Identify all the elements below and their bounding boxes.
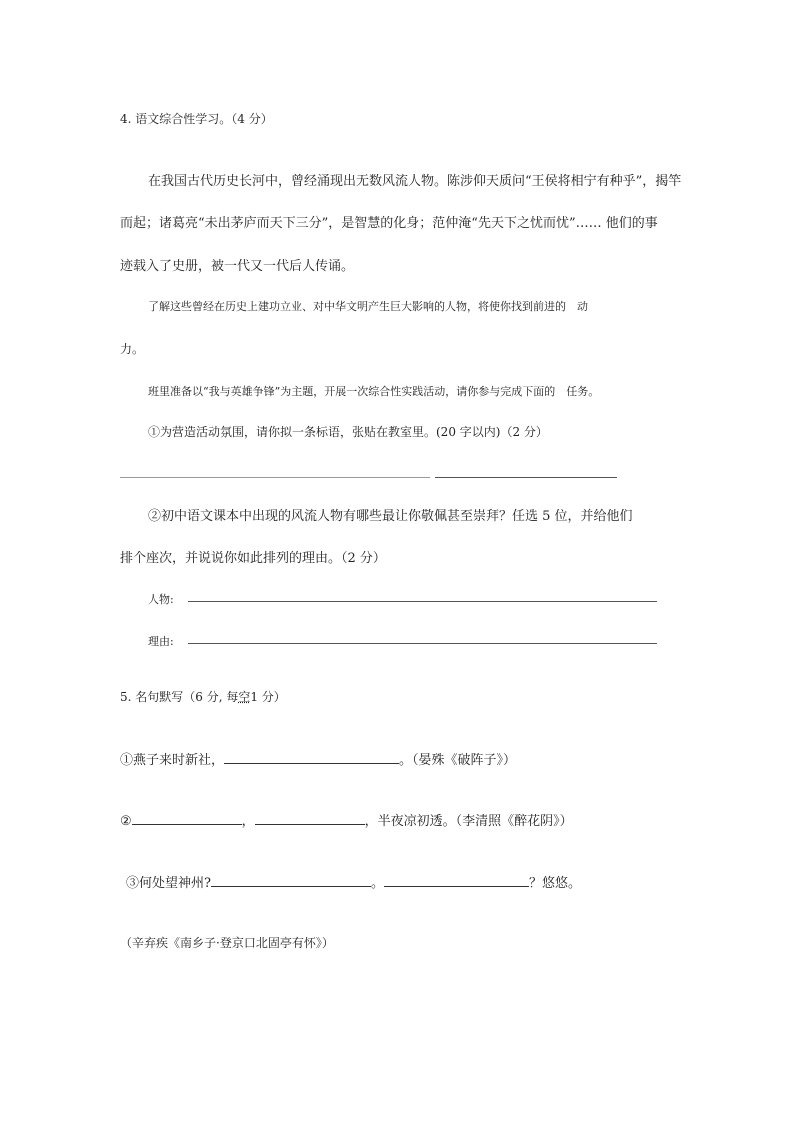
- q5-item3-period: 。: [370, 876, 384, 891]
- blank-5[interactable]: [384, 874, 529, 887]
- blank-1[interactable]: [224, 751, 399, 764]
- blank-4[interactable]: [211, 874, 371, 887]
- q4-para1-line2: 而起；诸葛亮“未出茅庐而天下三分”，是智慧的化身；范仲淹“先天下之忧而忧”…… 他们的事: [120, 216, 658, 231]
- label-reason: 理由:: [148, 635, 174, 648]
- label-person: 人物:: [148, 593, 174, 606]
- q5-title-pre: 5. 名句默写（6 分, 每: [120, 690, 239, 704]
- q5-title: [120, 688, 286, 705]
- q4-title: 4. 语文综合性学习。（4 分）: [120, 112, 273, 126]
- q5-item1: [120, 749, 516, 768]
- q4-sub2-line2: 排个座次，并说说你如此排列的理由。（2 分）: [120, 551, 386, 566]
- q5-item3-text: ③何处望神州?: [126, 876, 211, 891]
- answer-line-person[interactable]: [188, 601, 657, 602]
- blank-3[interactable]: [255, 812, 365, 825]
- q5-item2-source: ，半夜凉初透。（李清照《醉花阴》）: [364, 814, 573, 829]
- q5-item2-comma: ，: [241, 814, 255, 829]
- q4-para2-line2: 力。: [120, 342, 145, 356]
- q4-para1-line1: 在我国古代历史长河中，曾经涌现出无数风流人物。陈涉仰天质问“王侯将相宁有种乎”，揭竿: [148, 174, 682, 189]
- q5-item2: [120, 810, 573, 829]
- q5-item2-num: ②: [120, 814, 132, 829]
- answer-line-slogan-left: [120, 477, 430, 478]
- q5-item3-end: ？悠悠。: [529, 876, 582, 891]
- q5-item1-source: 。（晏殊《破阵子》）: [399, 753, 517, 768]
- q4-para3: 班里准备以“我与英雄争锋”为主题，开展一次综合性实践活动，请你参与完成下面的 任务。: [148, 385, 600, 398]
- q4-sub2-line1: ②初中语文课本中出现的风流人物有哪些最让你敬佩甚至崇拜？任选 5 位，并给他们: [148, 509, 633, 524]
- q4-sub1: ①为营造活动氛围，请你拟一条标语，张贴在教室里。(20 字以内)（2 分）: [148, 425, 548, 439]
- q5-title-emph: 空: [238, 690, 251, 704]
- answer-line-slogan-right[interactable]: [435, 477, 617, 478]
- q4-para2-line1: 了解这些曾经在历史上建功立业、对中华文明产生巨大影响的人物，将使你找到前进的 动: [148, 300, 588, 313]
- q5-item3: [126, 872, 581, 891]
- q5-item1-text: ①燕子来时新社，: [120, 753, 225, 768]
- q4-para1-line3: 迹载入了史册，被一代又一代后人传诵。: [120, 259, 355, 274]
- answer-line-reason[interactable]: [188, 643, 657, 644]
- blank-2[interactable]: [132, 812, 242, 825]
- q5-title-post: 1 分）: [250, 690, 286, 704]
- q5-item3-source: （辛弃疾《南乡子·登京口北固亭有怀》）: [120, 936, 334, 950]
